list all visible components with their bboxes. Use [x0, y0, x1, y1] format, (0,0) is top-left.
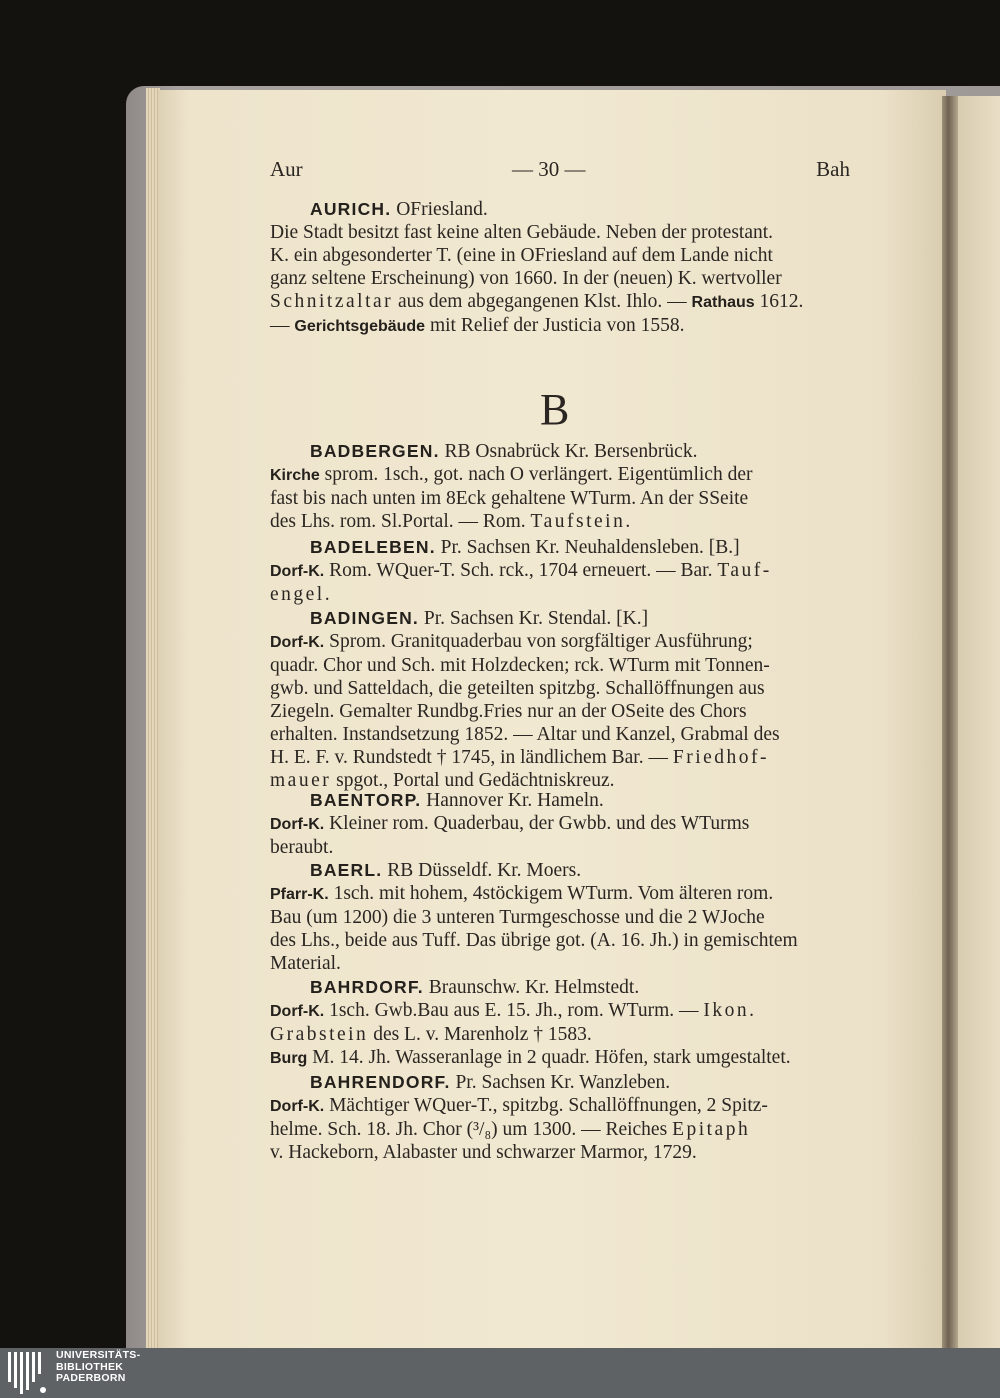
entry-line: quadr. Chor und Sch. mit Holzdecken; rck. WTurm mit Tonnen- [270, 655, 770, 676]
entry-region: OFriesland. [396, 199, 488, 220]
spaced-term: Epitaph [672, 1119, 751, 1140]
entry-line [270, 630, 850, 654]
footer-bar [0, 1348, 1000, 1398]
entry-line [270, 882, 850, 906]
keyword: Dorf-K. [270, 634, 325, 651]
entry-text: H. E. F. v. Rundstedt † 1745, in ländlichem Bar. — [270, 747, 673, 768]
entry-line: Ziegeln. Gemalter Rundbg.Fries nur an der OSeite des Chors [270, 701, 747, 722]
entry-line [270, 999, 850, 1023]
entry-line [270, 583, 850, 606]
entry-text: 1sch. Gwb.Bau aus E. 15. Jh., rom. WTurm. — [324, 1000, 704, 1021]
spaced-term: Friedhof- [672, 747, 770, 768]
running-head-left: Aur [270, 157, 303, 181]
entry-region: Braunschw. Kr. Helmstedt. [428, 977, 640, 998]
entry-line [270, 1118, 850, 1141]
entry-heading [270, 536, 850, 559]
entry-text: spgot., Portal und Gedächtniskreuz. [331, 770, 615, 791]
entry-line: ganz seltene Erscheinung) von 1660. In der (neuen) K. wertvoller [270, 268, 782, 289]
library-name-line: UNIVERSITÄTS- [56, 1349, 141, 1361]
entry-region: RB Düsseldf. Kr. Moers. [387, 860, 582, 881]
spaced-term: mauer [270, 770, 332, 791]
entry-name: BADBERGEN. [310, 441, 440, 461]
entry-line [270, 463, 850, 487]
entry-line: fast bis nach unten im 8Eck gehaltene WTurm. An der SSeite [270, 488, 749, 509]
entry-badeleben [270, 536, 850, 606]
entry-text: aus dem abgegangenen Klst. Ihlo. — [393, 291, 692, 312]
entry-text: — [270, 315, 295, 336]
entry-text: Sprom. Granitquaderbau von sorgfältiger Ausführung; [324, 631, 753, 652]
library-name [56, 1350, 140, 1385]
section-letter: B [540, 385, 570, 434]
spaced-term: Schnitzaltar [270, 291, 394, 312]
keyword: Burg [270, 1050, 308, 1067]
entry-text: des L. v. Marenholz † 1583. [368, 1024, 592, 1045]
entry-line [270, 1094, 850, 1118]
entry-text: M. 14. Jh. Wasseranlage in 2 quadr. Höfen, stark umgestaltet. [307, 1047, 791, 1068]
entry-line: Material. [270, 953, 341, 974]
entry-line [270, 314, 850, 338]
entry-line: erhalten. Instandsetzung 1852. — Altar und Kanzel, Grabmal des [270, 724, 780, 745]
entry-region: Pr. Sachsen Kr. Wanzleben. [455, 1072, 671, 1093]
page-number: — 30 — [512, 157, 586, 181]
entry-region: Pr. Sachsen Kr. Stendal. [K.] [423, 608, 649, 629]
entry-heading [270, 440, 850, 463]
keyword: Dorf-K. [270, 1003, 325, 1020]
entry-line [270, 746, 850, 769]
keyword: Kirche [270, 467, 320, 484]
entry-text: 1612. [754, 291, 804, 312]
entry-baentorp [270, 789, 850, 859]
entry-line: K. ein abgesonderter T. (eine in OFriesland auf dem Lande nicht [270, 245, 773, 266]
spaced-term: Taufstein. [530, 511, 633, 532]
entry-line [270, 559, 850, 583]
next-page-edge [958, 96, 1000, 1348]
entry-text: Kleiner rom. Quaderbau, der Gwbb. und des WTurms [324, 813, 750, 834]
keyword: Rathaus [691, 294, 755, 311]
entry-line [270, 510, 850, 533]
keyword: Pfarr-K. [270, 886, 329, 903]
entry-heading [270, 789, 850, 812]
spaced-term: Grabstein [270, 1024, 369, 1045]
running-head-right: Bah [816, 157, 850, 181]
entry-line: Bau (um 1200) die 3 unteren Turmgeschosse und die 2 WJoche [270, 907, 765, 928]
entry-line [270, 1023, 850, 1046]
entry-line: Die Stadt besitzt fast keine alten Gebäude. Neben der protestant. [270, 222, 774, 243]
entry-aurich [270, 198, 850, 338]
entry-heading [270, 859, 850, 882]
entry-text: 1sch. mit hohem, 4stöckigem WTurm. Vom älteren rom. [328, 883, 774, 904]
entry-badbergen [270, 440, 850, 533]
entry-region: Pr. Sachsen Kr. Neuhaldensleben. [B.] [440, 537, 740, 558]
spaced-term: engel. [270, 584, 333, 605]
entry-bahrendorf [270, 1071, 850, 1164]
entry-heading [270, 1071, 850, 1094]
book-gutter [942, 96, 958, 1348]
library-name-line: PADERBORN [56, 1372, 126, 1384]
spaced-term: Ikon. [703, 1000, 757, 1021]
entry-line [270, 812, 850, 836]
entry-name: BAENTORP. [310, 790, 422, 810]
spaced-term: Tauf- [717, 560, 772, 581]
entry-heading [270, 976, 850, 999]
entry-heading [270, 607, 850, 630]
entry-text: des Lhs. rom. Sl.Portal. — Rom. [270, 511, 531, 532]
keyword: Dorf-K. [270, 563, 325, 580]
entry-line [270, 290, 850, 314]
entry-name: BAERL. [310, 860, 383, 880]
library-name-line: BIBLIOTHEK [56, 1360, 124, 1373]
entry-bahrdorf [270, 976, 850, 1070]
entry-line: v. Hackeborn, Alabaster und schwarzer Marmor, 1729. [270, 1142, 697, 1163]
keyword: Dorf-K. [270, 816, 325, 833]
entry-baerl [270, 859, 850, 975]
entry-name: BADINGEN. [310, 608, 419, 628]
entry-text: sprom. 1sch., got. nach O verlängert. Eigentümlich der [319, 464, 753, 485]
entry-line: beraubt. [270, 837, 334, 858]
entry-name: AURICH. [310, 199, 392, 219]
entry-region: RB Osnabrück Kr. Bersenbrück. [444, 441, 698, 462]
keyword: Dorf-K. [270, 1098, 325, 1115]
entry-text: mit Relief der Justicia von 1558. [425, 315, 685, 336]
entry-line: gwb. und Satteldach, die geteilten spitzbg. Schallöffnungen aus [270, 678, 765, 699]
keyword: Gerichtsgebäude [294, 318, 426, 335]
entry-region: Hannover Kr. Hameln. [426, 790, 604, 811]
entry-name: BAHRENDORF. [310, 1072, 451, 1092]
entry-text: Rom. WQuer-T. Sch. rck., 1704 erneuert. — Bar. [324, 560, 718, 581]
entry-text: helme. Sch. 18. Jh. Chor (³/₈) um 1300. — Reiches [270, 1119, 673, 1140]
entry-name: BAHRDORF. [310, 977, 424, 997]
entry-text: Mächtiger WQuer-T., spitzbg. Schallöffnungen, 2 Spitz- [324, 1095, 768, 1116]
library-logo-icon [6, 1350, 50, 1396]
entry-line [270, 1046, 850, 1070]
entry-line: des Lhs., beide aus Tuff. Das übrige got. (A. 16. Jh.) in gemischtem [270, 930, 798, 951]
entry-name: BADELEBEN. [310, 537, 436, 557]
entry-heading [270, 198, 850, 221]
entry-badingen [270, 607, 850, 792]
